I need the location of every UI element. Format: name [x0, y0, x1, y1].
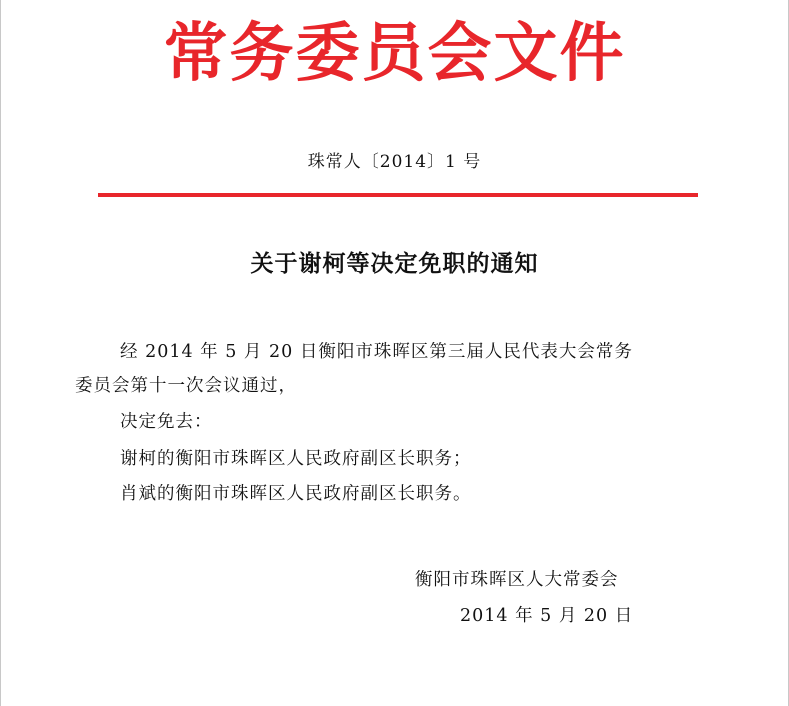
- body-paragraph-line: 决定免去：: [120, 412, 213, 432]
- notice-title: 关于谢柯等决定免职的通知: [250, 251, 539, 277]
- body-paragraph-line: 委员会第十一次会议通过，: [75, 376, 297, 396]
- masthead-title: 常务委员会文件: [163, 17, 626, 91]
- page-edge-left: [0, 0, 1, 706]
- document-number: 珠常人〔2014〕1 号: [307, 152, 482, 172]
- body-paragraph-line: 谢柯的衡阳市珠晖区人民政府副区长职务；: [120, 449, 472, 469]
- issue-date: 2014 年 5 月 20 日: [460, 606, 634, 626]
- issuer-signature: 衡阳市珠晖区人大常委会: [415, 570, 619, 590]
- body-paragraph-line: 经 2014 年 5 月 20 日衡阳市珠晖区第三届人民代表大会常务: [120, 342, 633, 362]
- body-paragraph-line: 肖斌的衡阳市珠晖区人民政府副区长职务。: [120, 484, 472, 504]
- red-divider-line: [98, 193, 698, 197]
